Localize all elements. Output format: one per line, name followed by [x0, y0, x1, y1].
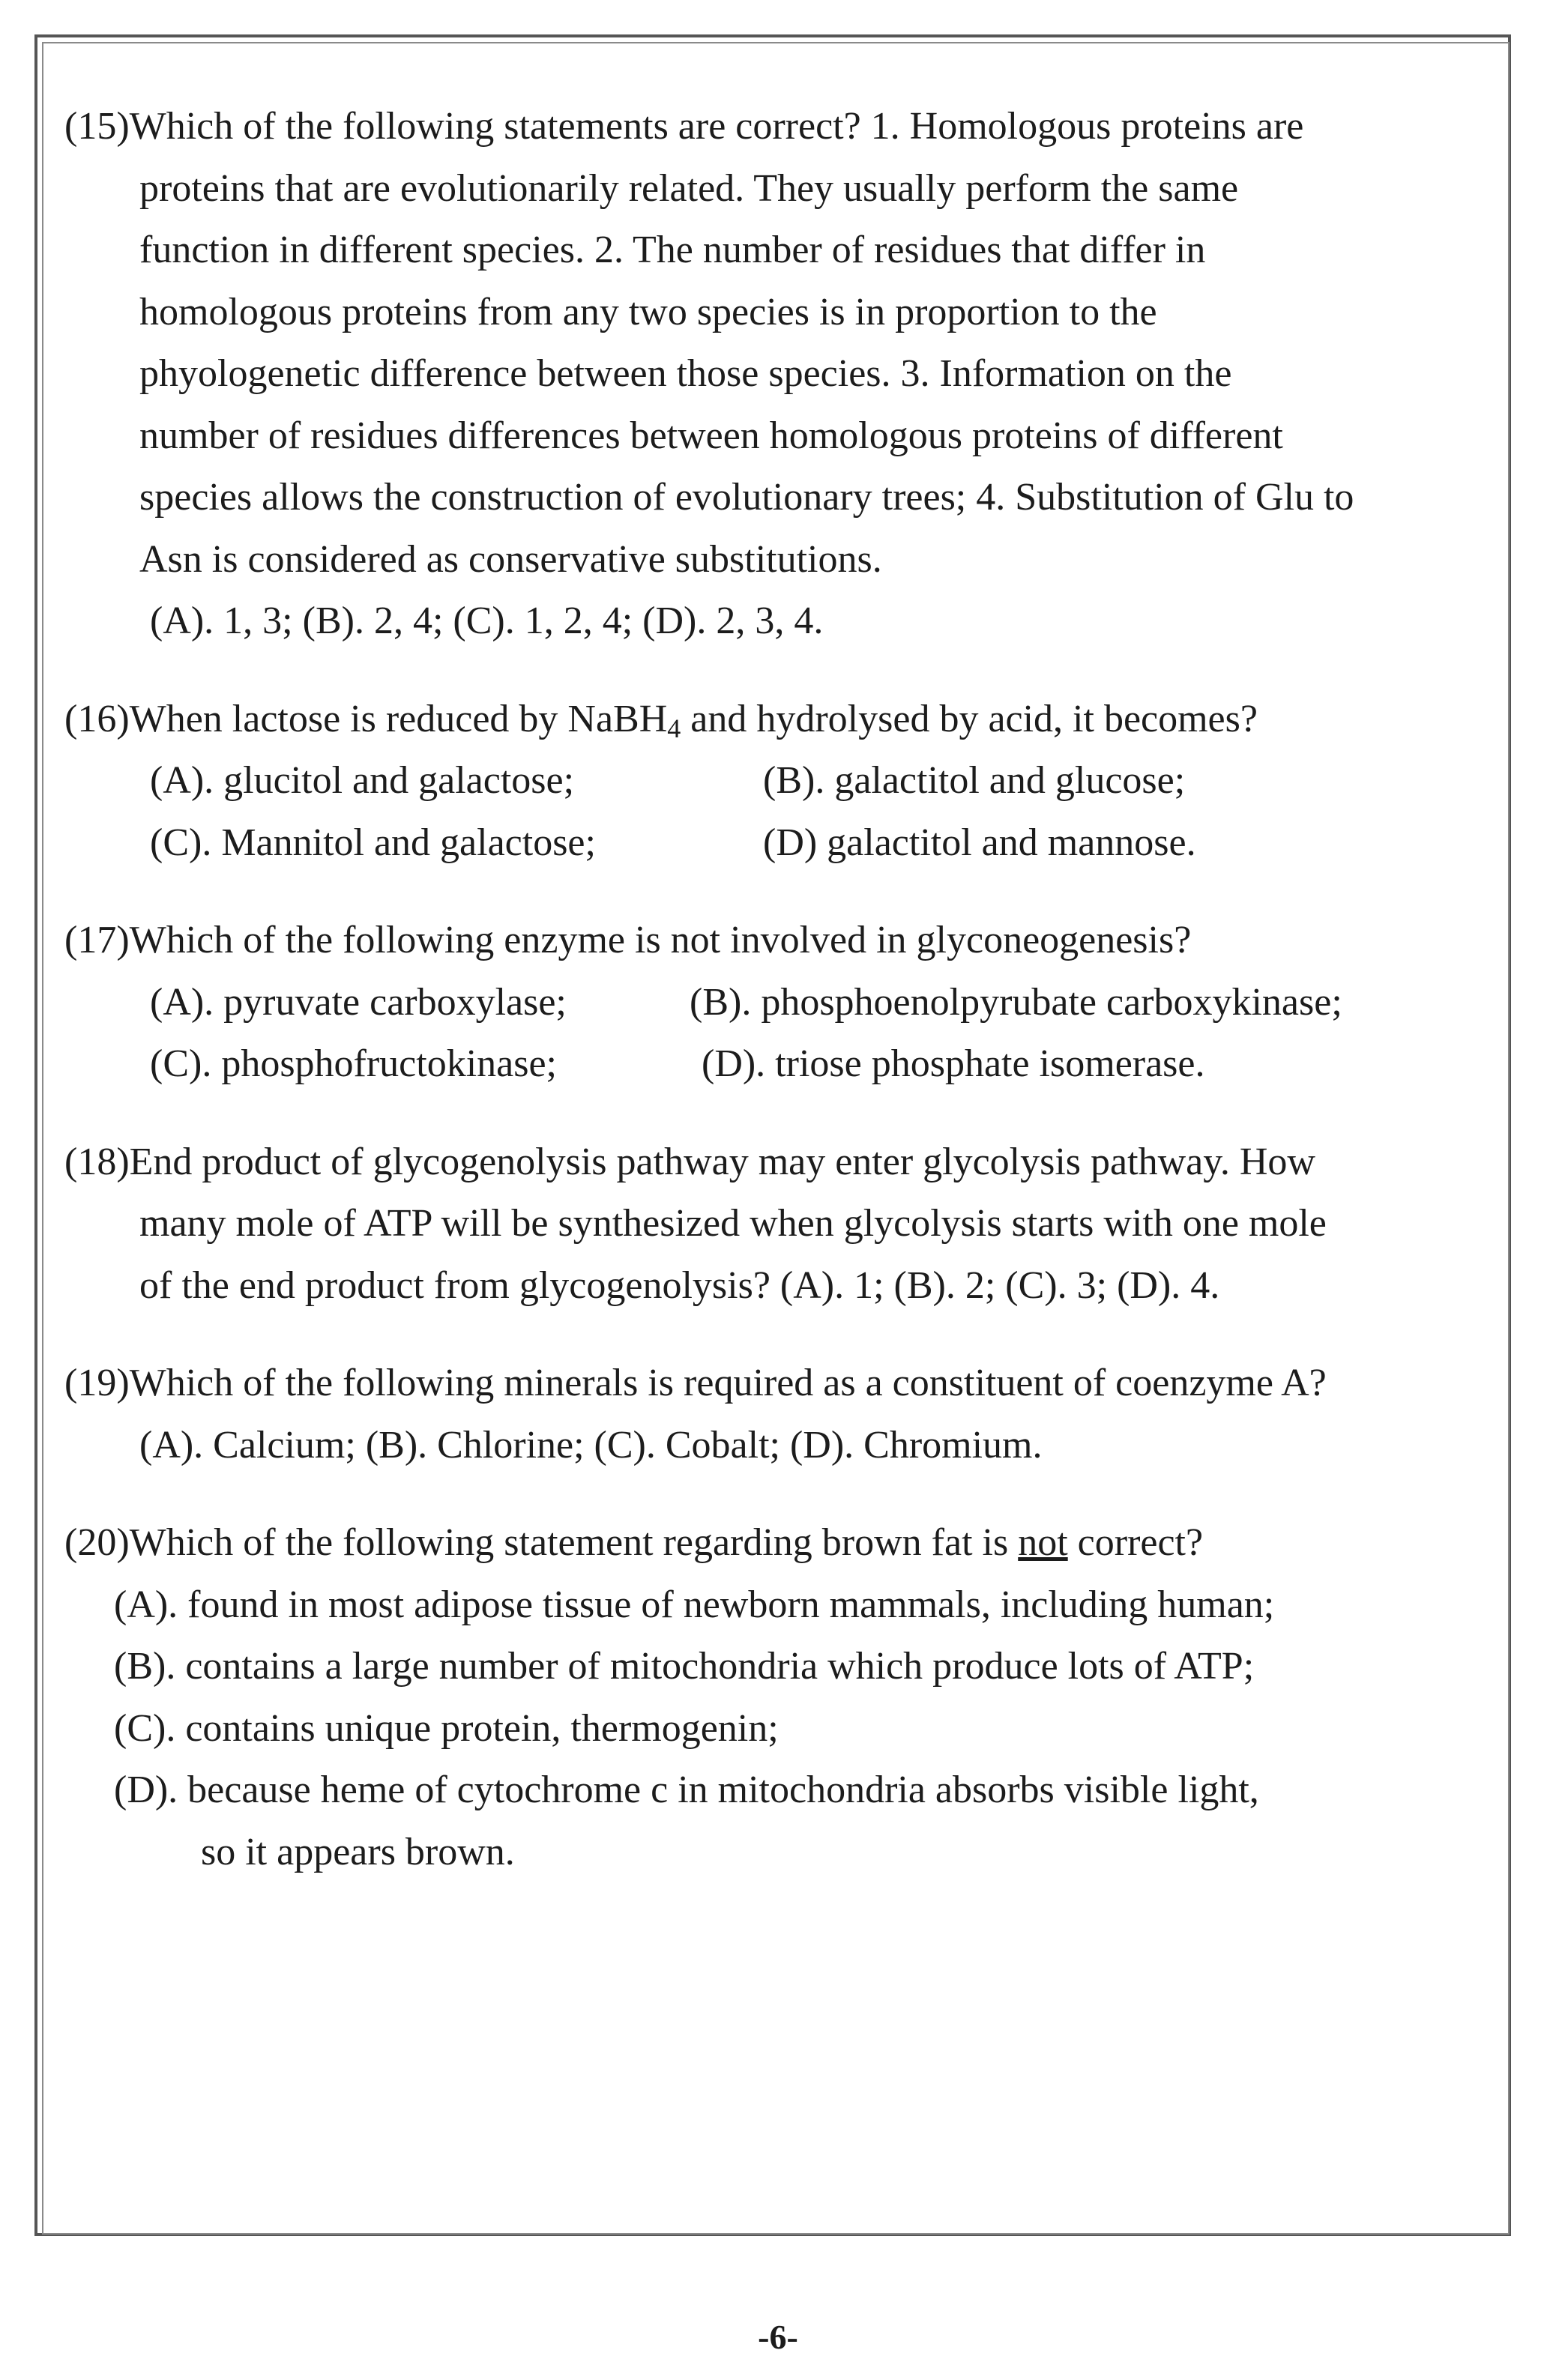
spacer	[64, 653, 1496, 689]
option-c: (C). phosphofructokinase;	[150, 1042, 558, 1085]
question-18-number: (18)	[64, 1140, 130, 1183]
question-19-number: (19)	[64, 1362, 130, 1404]
option-a: (A). found in most adipose tissue of newborn mammals, including human;	[114, 1583, 1275, 1626]
question-18-line-3: of the end product from glycogenolysis? (A). 1; (B). 2; (C). 3; (D). 4.	[139, 1263, 1220, 1307]
underlined-not: not	[1018, 1521, 1068, 1564]
question-17-options-row-1	[139, 972, 1496, 1034]
option-b: (B). galactitol and glucose;	[763, 759, 1186, 802]
question-20	[64, 1512, 1496, 1883]
spacer	[64, 1476, 1496, 1512]
question-19	[64, 1353, 1496, 1476]
option-c: (C). contains unique protein, thermogenin;	[114, 1706, 779, 1750]
question-15-line-5: phyologenetic difference between those species. 3. Information on the	[139, 352, 1232, 395]
question-16-options-row-1	[139, 750, 1496, 812]
question-18-line-1: (18)End product of glycogenolysis pathway may enter glycolysis pathway. How	[64, 1140, 1315, 1183]
spacer	[64, 1317, 1496, 1353]
question-16-number: (16)	[64, 697, 130, 740]
question-15-number: (15)	[64, 105, 130, 148]
question-17-number: (17)	[64, 919, 130, 961]
option-a: (A). glucitol and galactose;	[150, 759, 575, 802]
exam-content	[64, 96, 1496, 1883]
question-20-number: (20)	[64, 1521, 130, 1564]
question-15-line-3: function in different species. 2. The number of residues that differ in	[139, 229, 1206, 271]
question-19-stem: (19)Which of the following minerals is required as a constituent of coenzyme A?	[64, 1362, 1327, 1404]
question-15-line-7: species allows the construction of evolutionary trees; 4. Substitution of Glu to	[139, 476, 1354, 519]
question-15-line-6: number of residues differences between homologous proteins of different	[139, 414, 1283, 457]
question-19-options: (A). Calcium; (B). Chlorine; (C). Cobalt; (D). Chromium.	[139, 1423, 1043, 1467]
question-20-stem: (20)Which of the following statement regarding brown fat is not correct?	[64, 1521, 1204, 1564]
option-c: (C). Mannitol and galactose;	[150, 821, 596, 864]
question-15-line-4: homologous proteins from any two species is in proportion to the	[139, 290, 1157, 333]
option-d: (D). because heme of cytochrome c in mitochondria absorbs visible light,	[114, 1769, 1259, 1811]
question-15-line-2: proteins that are evolutionarily related. They usually perform the same	[139, 166, 1239, 210]
option-b: (B). phosphoenolpyrubate carboxykinase;	[690, 980, 1342, 1024]
option-a: (A). pyruvate carboxylase;	[150, 980, 567, 1024]
question-17-options-row-2	[139, 1033, 1496, 1096]
question-18	[64, 1132, 1496, 1317]
question-15-line-1: (15)Which of the following statements are correct? 1. Homologous proteins are	[64, 105, 1304, 148]
question-15-options: (A). 1, 3; (B). 2, 4; (C). 1, 2, 4; (D). 2, 3, 4.	[150, 599, 824, 642]
question-17	[64, 910, 1496, 1096]
question-16-stem: (16)When lactose is reduced by NaBH$_4$ and hydrolysed by acid, it becomes?	[64, 697, 1258, 743]
spacer	[64, 1096, 1496, 1132]
question-16	[64, 689, 1496, 875]
page-number: -6-	[758, 2318, 798, 2356]
option-d-continued: so it appears brown.	[201, 1830, 515, 1873]
spacer	[64, 874, 1496, 910]
question-17-stem: (17)Which of the following enzyme is not involved in glyconeogenesis?	[64, 919, 1192, 961]
option-d: (D). triose phosphate isomerase.	[702, 1042, 1205, 1085]
question-15-line-8: Asn is considered as conservative substitutions.	[139, 537, 882, 581]
question-18-line-2: many mole of ATP will be synthesized when glycolysis starts with one mole	[139, 1202, 1327, 1245]
question-16-options-row-2	[139, 812, 1496, 875]
option-b: (B). contains a large number of mitochondria which produce lots of ATP;	[114, 1645, 1255, 1688]
option-d: (D) galactitol and mannose.	[763, 821, 1196, 864]
question-15	[64, 96, 1496, 653]
